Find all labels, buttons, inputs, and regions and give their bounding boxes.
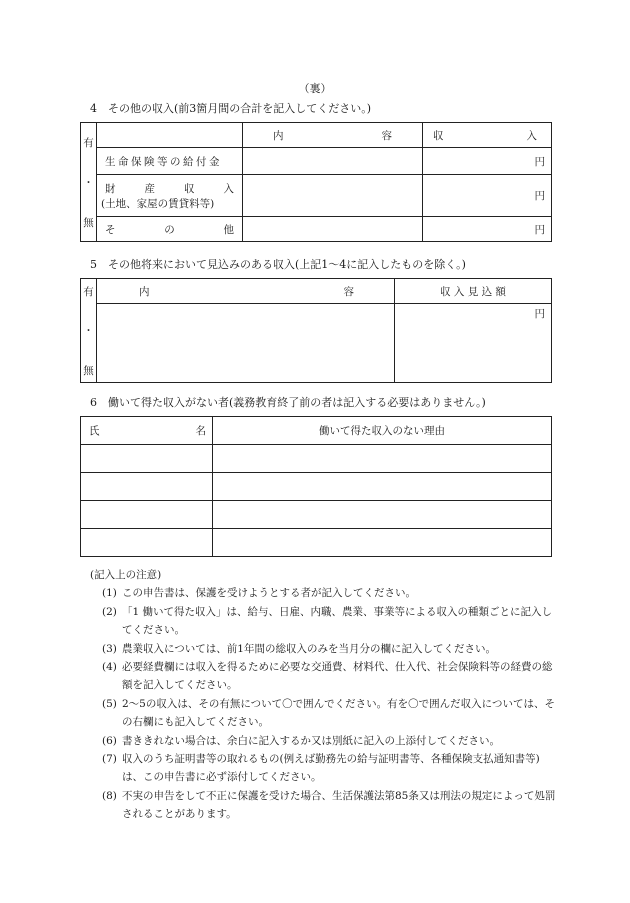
header-content: 内 容	[243, 123, 423, 148]
input-income-other[interactable]	[423, 217, 552, 242]
presence-dot: ・	[83, 325, 94, 337]
note-item: (6) 書ききれない場合は、余白に記入するか又は別紙に記入の上添付してください。	[102, 734, 500, 747]
input-income-property-income[interactable]	[423, 175, 552, 217]
input-reason[interactable]	[213, 529, 552, 557]
note-item: (3) 農業収入については、前1年間の総収入のみを当月分の欄に記入してください。	[102, 642, 496, 655]
note-item: (7) 収入のうち証明書等の取れるもの(例えば勤務先の給与証明書等、各種保険支払通知書等)は、この申告書に必ず添付してください。	[102, 753, 540, 784]
table-row	[81, 501, 552, 529]
yen-unit: 円	[534, 223, 545, 236]
input-name[interactable]	[81, 501, 213, 529]
presence-no: 無	[83, 364, 94, 377]
presence-no: 無	[83, 216, 94, 229]
header-reason: 働いて得た収入のない理由	[213, 417, 552, 445]
input-content-other[interactable]	[243, 217, 423, 242]
header-content: 内 容	[97, 279, 395, 304]
input-income-life-insurance[interactable]	[423, 148, 552, 175]
input-expected-amount[interactable]	[395, 304, 552, 383]
presence-yes: 有	[83, 285, 94, 298]
page-side-label: （裏）	[298, 82, 332, 95]
input-name[interactable]	[81, 529, 213, 557]
yen-unit: 円	[534, 308, 545, 320]
expected-income-table	[80, 278, 552, 383]
notes-title: (記入上の注意)	[90, 569, 162, 581]
other-income-table	[80, 122, 552, 242]
entry-notes	[90, 566, 560, 824]
table-row	[81, 529, 552, 557]
note-item: (8) 不実の申告をして不正に保護を受けた場合、生活保護法第85条又は刑法の規定によって処罰されることがあります。	[102, 789, 556, 821]
note-item: (4) 必要経費欄には収入を得るために必要な交通費、材料代、仕入代、社会保険料等の経費の総額を記入してください。	[102, 661, 553, 692]
row-label-property-income: 財 産 収 入 (土地、家屋の賃貸料等)	[97, 175, 243, 217]
table-row	[81, 473, 552, 501]
input-name[interactable]	[81, 473, 213, 501]
header-name: 氏 名	[81, 417, 213, 445]
presence-yes: 有	[83, 136, 94, 149]
note-item: (2) 「1 働いて得た収入」は、給与、日雇、内職、農業、事業等による収入の種類ごとに記入してください。	[102, 605, 553, 637]
input-expected-content[interactable]	[97, 304, 395, 383]
header-income: 収 入	[423, 123, 552, 148]
input-reason[interactable]	[213, 445, 552, 473]
section-5-title: 5 その他将来において見込みのある収入(上記1〜4に記入したものを除く。)	[90, 258, 466, 271]
no-work-income-table	[80, 416, 552, 557]
presence-marker[interactable]	[81, 279, 97, 383]
input-content-property-income[interactable]	[243, 175, 423, 217]
yen-unit: 円	[534, 190, 545, 202]
input-reason[interactable]	[213, 473, 552, 501]
presence-marker[interactable]	[81, 123, 97, 242]
presence-dot: ・	[83, 176, 94, 189]
table-row	[81, 445, 552, 473]
input-name[interactable]	[81, 445, 213, 473]
note-item: (1) この申告書は、保護を受けようとする者が記入してください。	[102, 587, 416, 600]
header-blank	[97, 123, 243, 148]
section-6-title: 6 働いて得た収入がない者(義務教育終了前の者は記入する必要はありません。)	[90, 396, 486, 409]
row-label-other: そ の 他	[97, 217, 243, 242]
input-reason[interactable]	[213, 501, 552, 529]
note-item: (5) 2〜5の収入は、その有無について〇で囲んでください。有を〇で囲んだ収入については、その右欄にも記入してください。	[102, 697, 555, 729]
input-content-life-insurance[interactable]	[243, 148, 423, 175]
yen-unit: 円	[534, 155, 545, 168]
header-expected-income: 収 入 見 込 額	[395, 279, 552, 304]
section-4-title: 4 その他の収入(前3箇月間の合計を記入してください。)	[90, 102, 372, 115]
row-label-life-insurance: 生命保険等の給付金	[97, 148, 243, 175]
